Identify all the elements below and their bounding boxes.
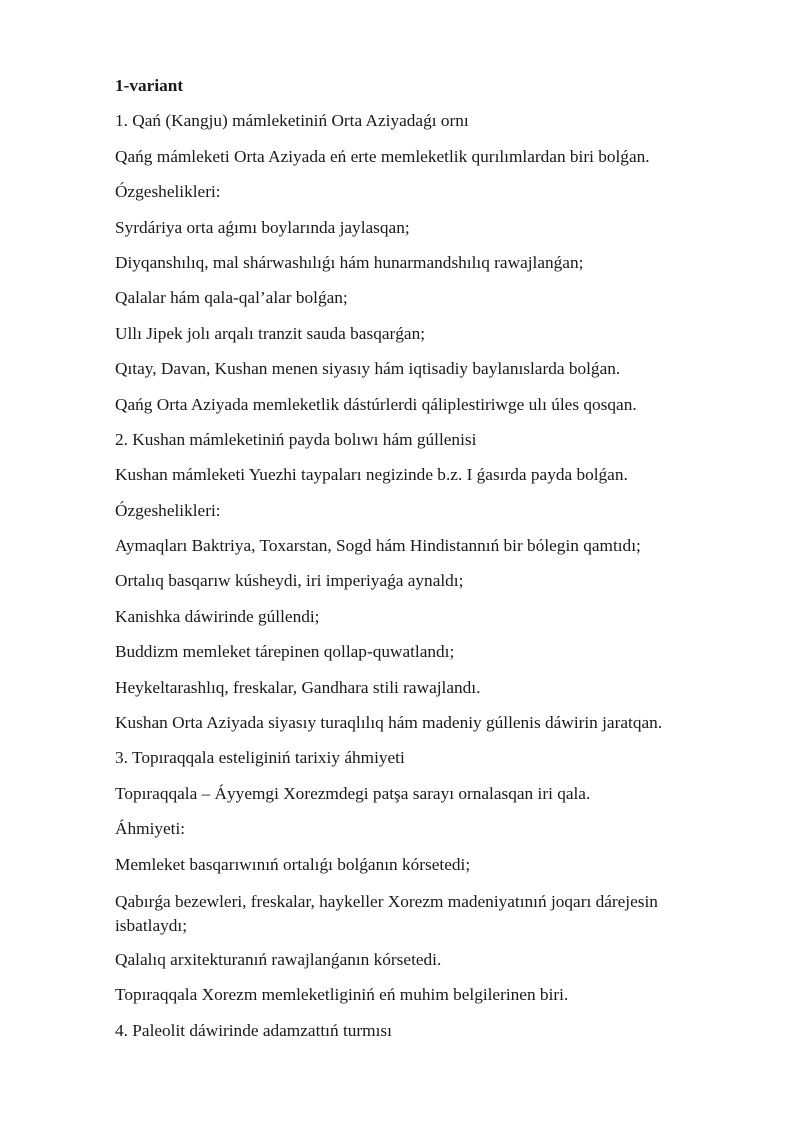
list-item: Qalalar hám qala-qal’alar bolǵan; [115,288,348,308]
list-item: Ortalıq basqarıw kúsheydi, iri imperiyaǵa aynaldı; [115,571,464,591]
paragraph: Qańg mámleketi Orta Aziyada eń erte memleketlik qurılımlardan biri bolǵan. [115,146,650,166]
list-item: Kanishka dáwirinde gúllendi; [115,606,320,626]
paragraph: Topıraqqala Xorezm memleketliginiń eń muhim belgilerinen biri. [115,985,569,1005]
section-heading-3: 3. Topıraqqala esteliginiń tarixiy áhmiyeti [115,748,405,768]
list-item: Aymaqları Baktriya, Toxarstan, Sogd hám Hindistannıń bir bólegin qamtıdı; [115,536,641,556]
list-item: Qalalıq arxitekturanıń rawajlanǵanın kórsetedi. [115,949,442,969]
list-item: Ullı Jipek jolı arqalı tranzit sauda basqarǵan; [115,323,426,343]
subheading: Ózgeshelikleri: [115,500,221,520]
list-item: Syrdáriya orta aǵımı boylarında jaylasqan; [115,217,410,237]
section-heading-2: 2. Kushan mámleketiniń payda bolıwı hám gúllenisi [115,429,477,449]
list-item: Buddizm memleket tárepinen qollap-quwatlandı; [115,642,455,662]
list-item: Diyqanshılıq, mal shárwashılıǵı hám hunarmandshılıq rawajlanǵan; [115,252,584,272]
subheading: Ózgeshelikleri: [115,182,221,202]
section-heading-1: 1. Qań (Kangju) mámleketiniń Orta Aziyadaǵı ornı [115,111,469,131]
list-item: Heykeltarashlıq, freskalar, Gandhara stili rawajlandı. [115,677,481,697]
list-item: Memleket basqarıwınıń ortalıǵı bolǵanın kórsetedi; [115,854,471,874]
paragraph: Qańg Orta Aziyada memleketlik dástúrlerdi qáliplestiriwge ulı úles qosqan. [115,394,637,414]
paragraph: Kushan mámleketi Yuezhi taypaları negizinde b.z. I ǵasırda payda bolǵan. [115,465,628,485]
document-page [115,76,715,1056]
variant-title: 1-variant [115,76,184,95]
list-item: Qıtay, Davan, Kushan menen siyasıy hám iqtisadiy baylanıslarda bolǵan. [115,359,621,379]
paragraph: Topıraqqala – Áyyemgi Xorezmdegi patşa sarayı ornalasqan iri qala. [115,783,591,803]
paragraph: Kushan Orta Aziyada siyasıy turaqlılıq hám madeniy gúllenis dáwirin jaratqan. [115,713,663,733]
list-item: Qabırǵa bezewleri, freskalar, haykeller Xorezm madeniyatınıń joqarı dárejesin isbatlaydı; [115,891,658,935]
section-heading-4: 4. Paleolit dáwirinde adamzattıń turmısı [115,1020,392,1040]
subheading: Áhmiyeti: [115,819,186,839]
